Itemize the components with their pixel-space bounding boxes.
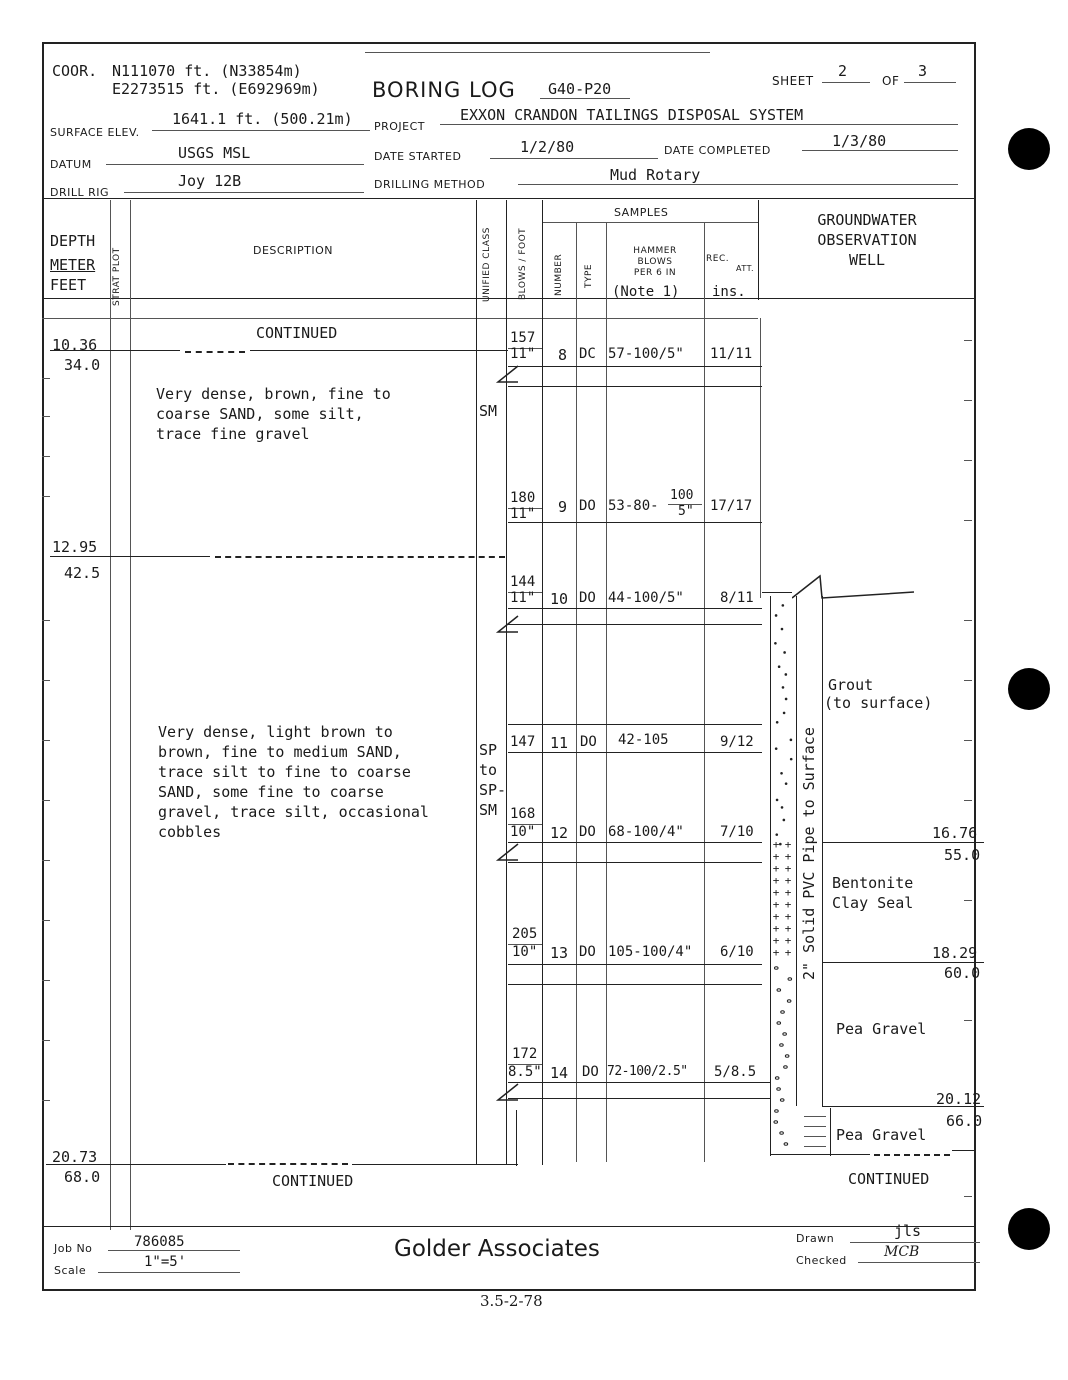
layer-class: SP to SP- SM [479, 741, 507, 819]
col-samples: SAMPLES [614, 206, 669, 219]
depth-feet: 42.5 [64, 564, 101, 582]
well-mark-meter: 20.12 [936, 1090, 982, 1108]
depth-feet: 68.0 [64, 1168, 101, 1186]
hammer-blows: 42-105 [618, 732, 669, 748]
svg-text:+: + [772, 862, 780, 875]
svg-text:+: + [784, 934, 792, 947]
pea-gravel-label-lower: Pea Gravel [836, 1126, 927, 1144]
svg-text:+: + [784, 946, 792, 959]
well-mark-feet: 66.0 [946, 1112, 983, 1130]
drawn-by: jls [894, 1222, 922, 1240]
recovery: 9/12 [720, 734, 754, 750]
hammer-blows: 53-80- [608, 498, 659, 514]
col-rec: REC. [706, 254, 730, 264]
svg-text:+: + [784, 838, 792, 851]
datum-value: USGS MSL [178, 144, 251, 162]
blows-count: 180 [510, 490, 536, 506]
sample-type: DO [582, 1064, 599, 1080]
date-completed-label: DATE COMPLETED [664, 144, 771, 157]
col-blows-foot: BLOWS / FOOT [518, 227, 528, 300]
svg-text:+: + [784, 922, 792, 935]
col-hammer-note: (Note 1) [612, 284, 680, 300]
page-reference: 3.5-2-78 [480, 1292, 543, 1310]
col-strat-plot: STRAT PLOT [112, 247, 122, 306]
col-hammer: HAMMER BLOWS PER 6 IN [633, 246, 677, 278]
blows-count: 172 [512, 1046, 538, 1062]
sheet-total: 3 [918, 62, 928, 80]
drill-rig-label: DRILL RIG [50, 186, 110, 199]
surface-elev: 1641.1 ft. (500.21m) [172, 110, 353, 128]
sample-type: DO [579, 498, 596, 514]
col-groundwater: GROUNDWATER OBSERVATION WELL [817, 211, 917, 269]
svg-text:+: + [784, 886, 792, 899]
depth-feet: 34.0 [64, 356, 101, 374]
project-name: EXXON CRANDON TAILINGS DISPOSAL SYSTEM [460, 106, 804, 124]
sample-type: DC [579, 346, 596, 362]
blows-count: 168 [510, 806, 536, 822]
svg-text:+: + [772, 838, 780, 851]
coor-label: COOR. [52, 62, 98, 80]
recovery: 17/17 [710, 498, 753, 514]
col-number: NUMBER [554, 253, 564, 296]
pea-gravel-label: Pea Gravel [836, 1020, 927, 1038]
date-started-label: DATE STARTED [374, 150, 462, 163]
depth-meter: 10.36 [52, 336, 98, 354]
col-unified-class: UNIFIED CLASS [482, 227, 492, 302]
blows-count: 144 [510, 574, 536, 590]
sample-number: 11 [550, 734, 569, 752]
sample-length: 11" [510, 506, 536, 522]
punch-hole [1008, 668, 1050, 710]
layer-description: Very dense, brown, fine to coarse SAND, some silt, trace fine gravel [156, 385, 391, 443]
svg-text:+: + [784, 862, 792, 875]
blows-count: 147 [510, 734, 536, 750]
recovery: 7/10 [720, 824, 754, 840]
grout-label: Grout [828, 676, 874, 694]
svg-text:+: + [772, 886, 780, 899]
col-meter: METER [50, 256, 96, 274]
checked-by: MCB [884, 1244, 920, 1260]
page-title: BORING LOG [372, 78, 516, 102]
job-number: 786085 [134, 1234, 185, 1250]
svg-text:+: + [784, 910, 792, 923]
svg-text:+: + [784, 898, 792, 911]
well-mark-meter: 16.76 [932, 824, 978, 842]
col-att: ATT. [736, 264, 755, 273]
layer-description: Very dense, light brown to brown, fine to medium SAND, trace silt to fine to coarse SAND, some fine to coarse gravel, trace silt, occasional cobbles [158, 723, 429, 841]
hammer-blows: 44-100/5" [608, 590, 684, 606]
drill-rig: Joy 12B [178, 172, 242, 190]
continued-bottom: CONTINUED [272, 1172, 354, 1190]
svg-text:+: + [784, 874, 792, 887]
col-rec-units: ins. [712, 284, 746, 300]
sample-type: DO [579, 590, 596, 606]
hammer-blows: 72-100/2.5" [607, 1064, 688, 1079]
sample-number: 10 [550, 590, 569, 608]
well-mark-feet: 60.0 [944, 964, 981, 982]
bentonite-note: Clay Seal [832, 894, 914, 912]
sample-number: 8 [558, 346, 568, 364]
pipe-label: 2" Solid PVC Pipe to Surface [800, 727, 818, 980]
col-depth: DEPTH [50, 232, 96, 250]
punch-hole [1008, 1208, 1050, 1250]
job-label: Job No [54, 1242, 93, 1255]
layer-class: SM [479, 402, 498, 420]
svg-text:+: + [772, 946, 780, 959]
col-description: DESCRIPTION [253, 244, 333, 257]
depth-meter: 12.95 [52, 538, 98, 556]
sample-type: DO [579, 824, 596, 840]
sample-type: DO [579, 944, 596, 960]
punch-hole [1008, 128, 1050, 170]
recovery: 5/8.5 [714, 1064, 757, 1080]
bentonite-label: Bentonite [832, 874, 914, 892]
hammer-blows: 105-100/4" [608, 944, 693, 960]
depth-meter: 20.73 [52, 1148, 98, 1166]
well-mark-feet: 55.0 [944, 846, 981, 864]
coor-north: N111070 ft. (N33854m) [112, 62, 302, 80]
date-completed: 1/3/80 [832, 132, 887, 150]
blows-count: 205 [512, 926, 538, 942]
sample-length: 8.5" [508, 1064, 542, 1080]
well-mark-meter: 18.29 [932, 944, 978, 962]
of-label: OF [882, 74, 900, 88]
hammer-fraction-top: 100 [670, 488, 694, 503]
continued-well: CONTINUED [848, 1170, 930, 1188]
surface-elev-label: SURFACE ELEV. [50, 126, 140, 139]
drawn-label: Drawn [796, 1232, 835, 1245]
coor-east: E2273515 ft. (E692969m) [112, 80, 320, 98]
sample-length: 10" [510, 824, 536, 840]
well-top-break [792, 572, 922, 602]
log-id: G40-P20 [548, 80, 612, 98]
grout-note: (to surface) [824, 694, 933, 712]
sample-number: 14 [550, 1064, 569, 1082]
svg-text:+: + [772, 850, 780, 863]
svg-text:+: + [772, 898, 780, 911]
svg-text:+: + [772, 874, 780, 887]
sample-number: 12 [550, 824, 569, 842]
col-feet: FEET [50, 276, 87, 294]
drilling-method-label: DRILLING METHOD [374, 178, 486, 191]
sample-arrows [490, 360, 520, 1120]
project-label: PROJECT [374, 120, 426, 133]
company-name: Golder Associates [394, 1236, 600, 1262]
blows-count: 157 [510, 330, 536, 346]
checked-label: Checked [796, 1254, 847, 1267]
scale-label: Scale [54, 1264, 87, 1277]
svg-text:+: + [772, 910, 780, 923]
datum-label: DATUM [50, 158, 92, 171]
recovery: 6/10 [720, 944, 754, 960]
continued-top: CONTINUED [256, 324, 338, 342]
col-type: TYPE [584, 263, 594, 288]
hammer-blows: 57-100/5" [608, 346, 684, 362]
svg-text:+: + [772, 922, 780, 935]
svg-text:+: + [784, 850, 792, 863]
scale-value: 1"=5' [144, 1254, 187, 1270]
sample-length: 10" [512, 944, 538, 960]
sheet-number: 2 [838, 62, 848, 80]
pipe-fill-column [770, 596, 796, 1156]
drilling-method: Mud Rotary [610, 166, 701, 184]
pipe-fill-pattern [770, 596, 796, 1156]
hammer-blows: 68-100/4" [608, 824, 684, 840]
date-started: 1/2/80 [520, 138, 575, 156]
sheet-label: SHEET [772, 74, 814, 88]
sample-number: 9 [558, 498, 568, 516]
sample-type: DO [580, 734, 597, 750]
recovery: 8/11 [720, 590, 754, 606]
hammer-fraction-bottom: 5" [678, 504, 694, 519]
svg-text:+: + [772, 934, 780, 947]
sample-number: 13 [550, 944, 569, 962]
sample-length: 11" [510, 346, 536, 362]
recovery: 11/11 [710, 346, 753, 362]
sample-length: 11" [510, 590, 536, 606]
